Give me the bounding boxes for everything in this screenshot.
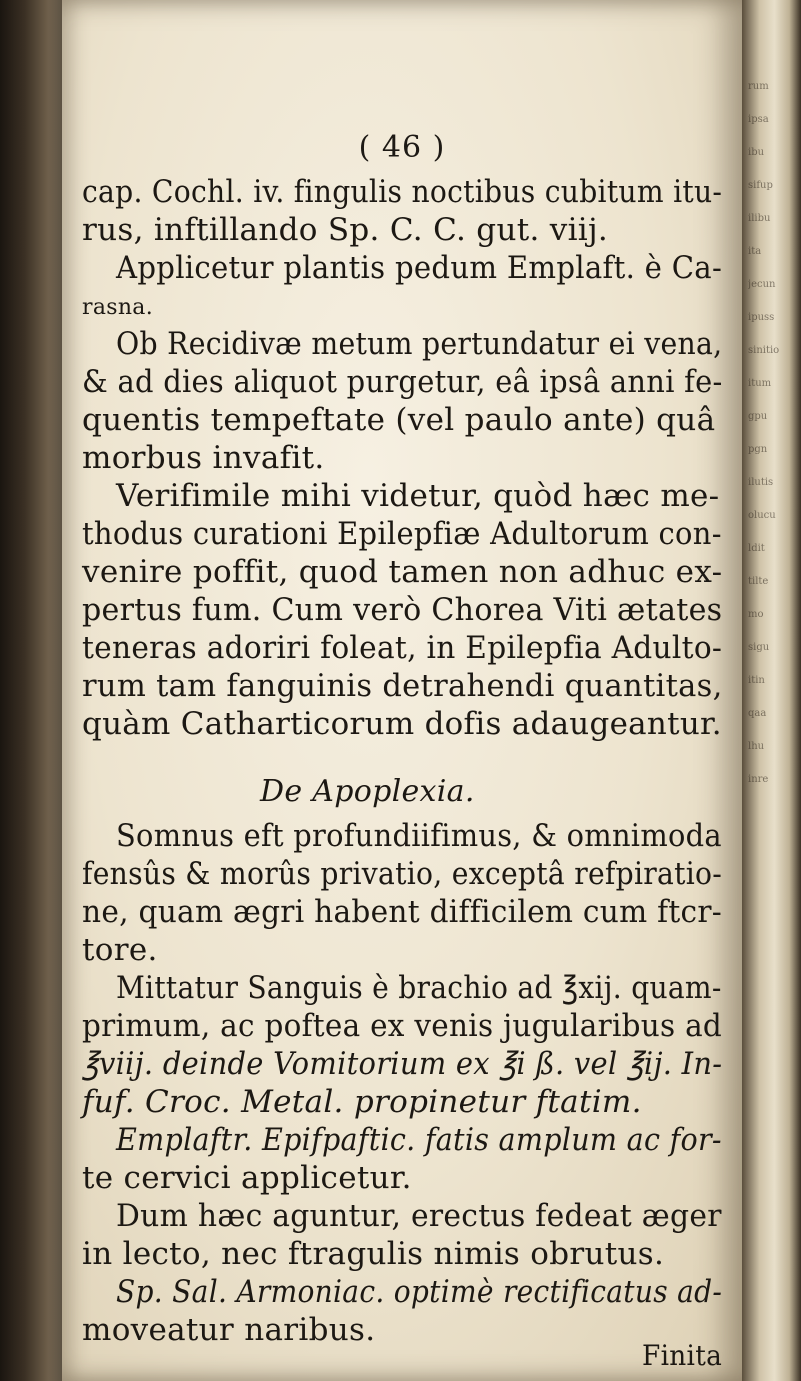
text-line-4: rasna.	[82, 295, 154, 320]
facing-page-edge	[742, 0, 801, 1381]
text-line-12: pertus fum. Cum verò Chorea Viti ætates	[82, 592, 723, 628]
text-line-23: ℥viij. deinde Vomitorium ex ℥i ß. vel ℥ij. In-	[82, 1046, 723, 1082]
fragment: sifup	[748, 180, 773, 191]
fragment: jecun	[748, 279, 776, 290]
fragment: itin	[748, 675, 765, 686]
text-line-5: Ob Recidivæ metum pertundatur ei vena,	[116, 326, 723, 362]
text-line-28: in lecto, nec ftragulis nimis obrutus.	[82, 1236, 665, 1272]
text-line-19: ne, quam ægri habent difficilem cum ftcr-	[82, 894, 723, 930]
fragment: sigu	[748, 642, 770, 653]
text-line-1: cap. Cochl. iv. fingulis noctibus cubitum itu-	[82, 174, 723, 210]
fragment: ilutis	[748, 477, 774, 488]
text-line-8: morbus invafit.	[82, 440, 325, 476]
catchword: Finita	[642, 1339, 723, 1372]
fragment: tilte	[748, 576, 769, 587]
page-body	[62, 0, 742, 1381]
fragment: gpu	[748, 411, 768, 422]
text-line-27: Dum hæc aguntur, erectus fedeat æger	[116, 1198, 722, 1234]
fragment: ldit	[748, 543, 765, 554]
fragment: pgn	[748, 444, 768, 455]
text-line-25: Emplaftr. Epifpaftic. fatis amplum ac for-	[116, 1122, 722, 1158]
text-line-3: Applicetur plantis pedum Emplaft. è Ca-	[116, 250, 723, 286]
text-line-7: quentis tempeftate (vel paulo ante) quâ	[82, 402, 716, 438]
text-line-20: tore.	[82, 932, 158, 968]
fragment: ipuss	[748, 312, 775, 323]
fragment: rum	[748, 81, 769, 92]
fragment: inre	[748, 774, 769, 785]
text-line-15: quàm Catharticorum dofis adaugeantur.	[82, 706, 722, 742]
text-line-9: Verifimile mihi videtur, quòd hæc me-	[116, 478, 720, 514]
fragment: ibu	[748, 147, 765, 158]
fragment: sinitio	[748, 345, 780, 356]
text-line-14: rum tam fanguinis detrahendi quantitas,	[82, 668, 723, 704]
text-line-13: teneras adoriri foleat, in Epilepfia Adulto-	[82, 630, 723, 666]
fragment: itum	[748, 378, 772, 389]
fragment: mo	[748, 609, 764, 620]
text-line-6: & ad dies aliquot purgetur, eâ ipsâ anni fe-	[82, 364, 723, 400]
fragment: lhu	[748, 741, 765, 752]
text-line-21: Mittatur Sanguis è brachio ad ℥xij. quam-	[116, 970, 722, 1006]
fragment: ipsa	[748, 114, 769, 125]
fragment: qaa	[748, 708, 767, 719]
text-line-10: thodus curationi Epilepfiæ Adultorum con-	[82, 516, 722, 552]
text-line-24: fuf. Croc. Metal. propinetur ftatim.	[82, 1084, 642, 1120]
text-line-17: Somnus eft profundiifimus, & omnimoda	[116, 818, 722, 854]
fragment: olucu	[748, 510, 776, 521]
text-line-11: venire poffit, quod tamen non adhuc ex-	[82, 554, 723, 590]
text-line-18: fensûs & morûs privatio, exceptâ refpiratio-	[82, 856, 723, 892]
fragment: ilibu	[748, 213, 771, 224]
text-line-29: Sp. Sal. Armoniac. optimè rectificatus ad-	[116, 1274, 723, 1310]
text-line-22: primum, ac poftea ex venis jugularibus ad	[82, 1008, 723, 1044]
text-line-30: moveatur naribus.	[82, 1312, 376, 1348]
section-heading-apoplexia: De Apoplexia.	[260, 774, 475, 809]
book-gutter-left	[0, 0, 62, 1381]
text-line-26: te cervici applicetur.	[82, 1160, 412, 1196]
fragment: ita	[748, 246, 762, 257]
text-line-2: rus, inftillando Sp. C. C. gut. viij.	[82, 212, 609, 248]
book-page	[62, 0, 742, 1381]
page-number: ( 46 )	[358, 130, 446, 165]
facing-page-fragments	[748, 70, 797, 796]
